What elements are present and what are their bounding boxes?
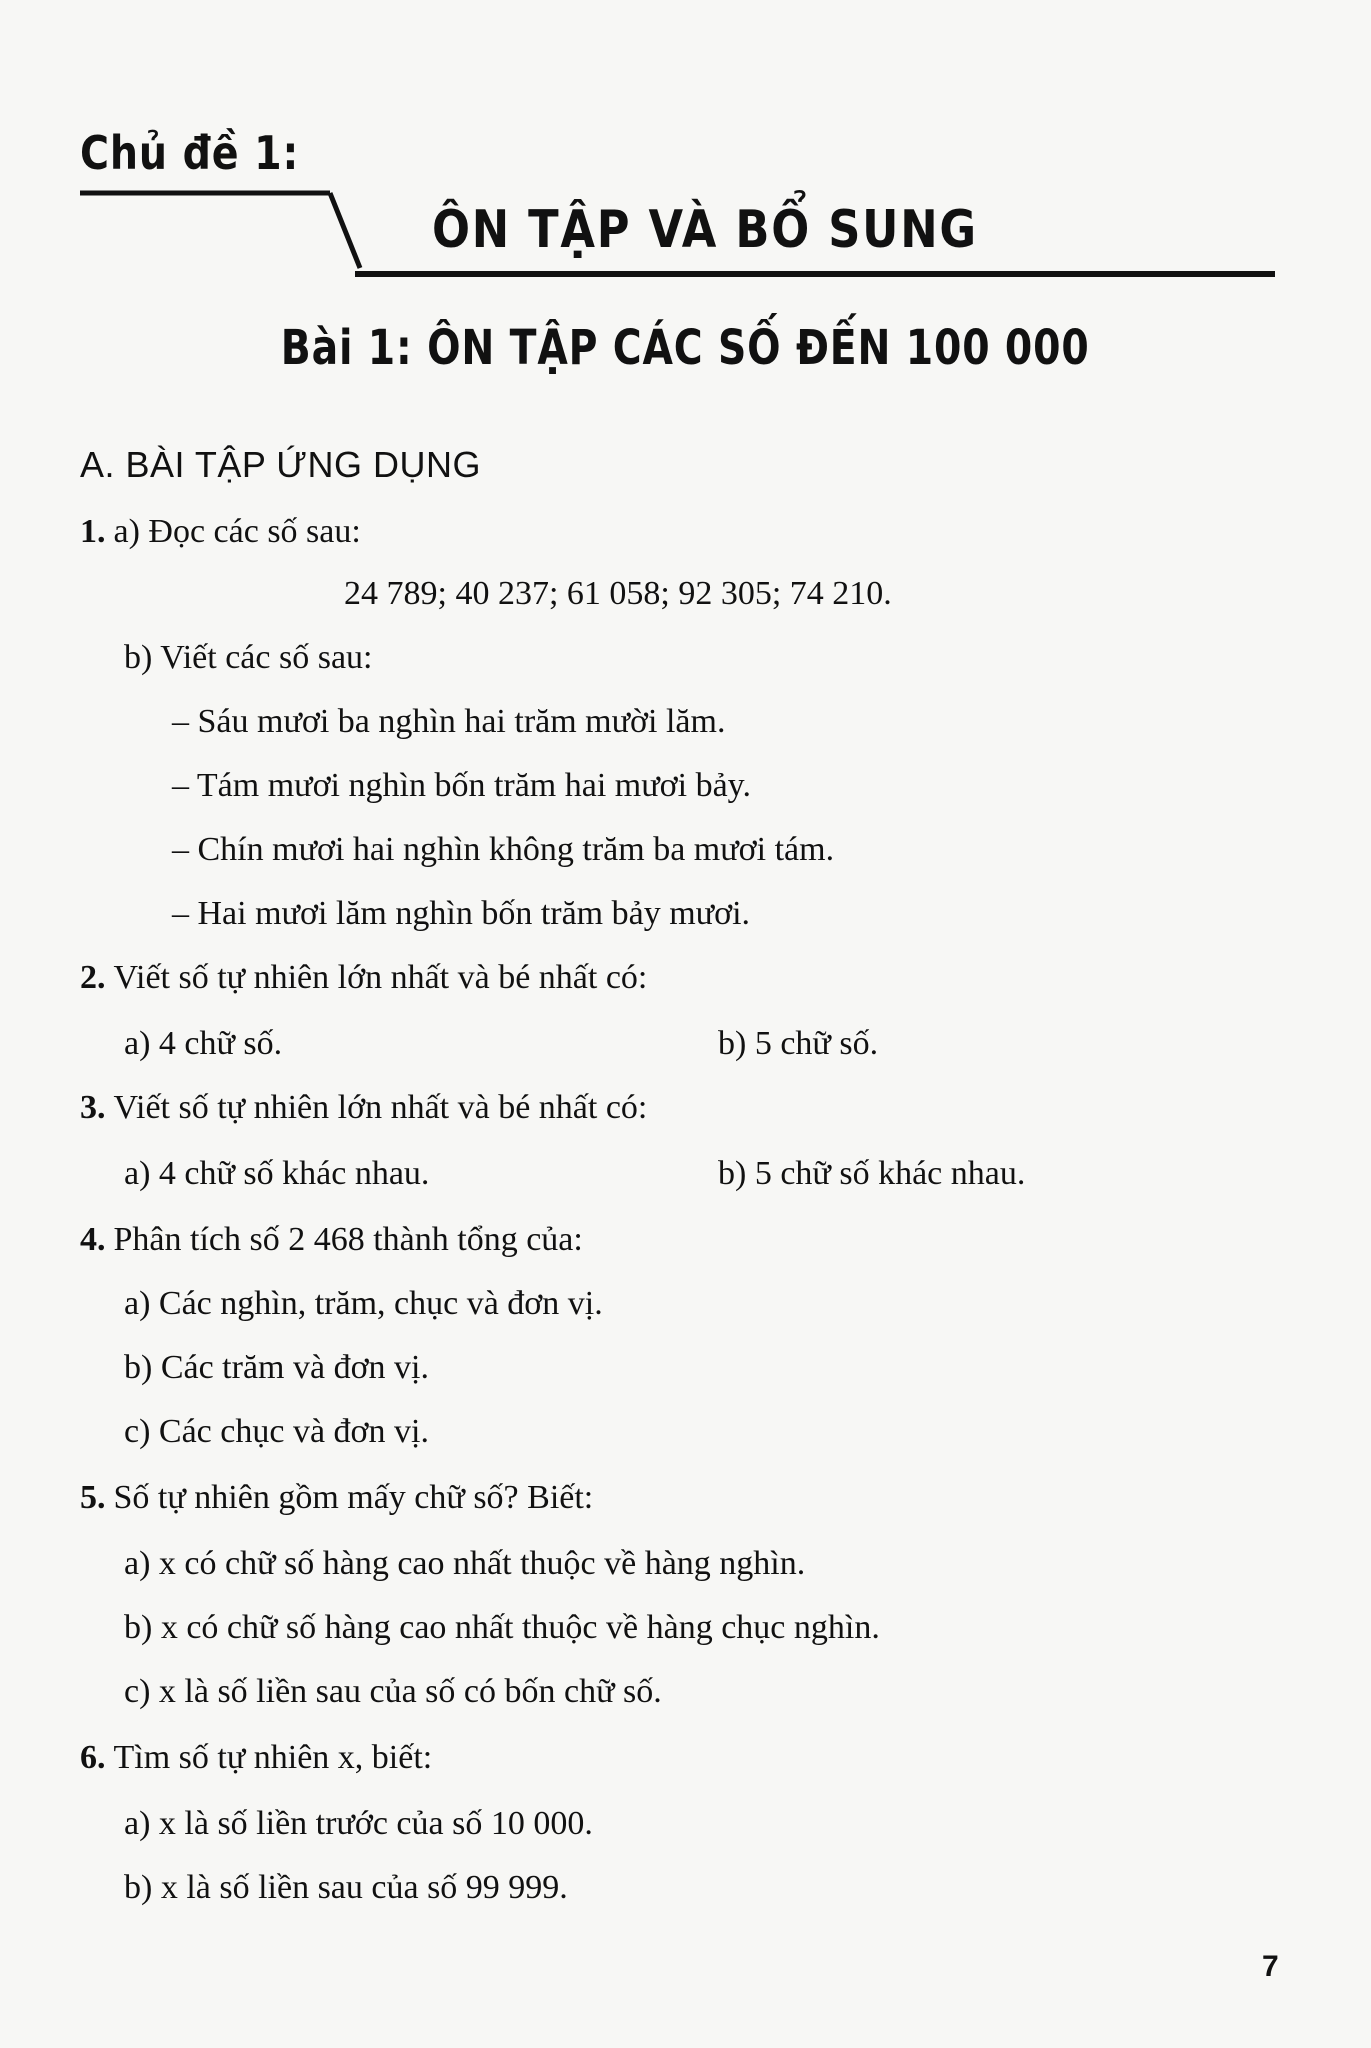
exercise-5-part-c: c) x là số liền sau của số có bốn chữ số. — [124, 1673, 662, 1710]
exercise-3 — [80, 1088, 647, 1128]
exercise-3-text: Viết số tự nhiên lớn nhất và bé nhất có: — [113, 1089, 648, 1126]
exercise-number: 4. — [80, 1221, 106, 1258]
exercise-6-part-b: b) x là số liền sau của số 99 999. — [124, 1869, 568, 1906]
exercise-number: 2. — [80, 959, 106, 996]
exercise-1-part-b: b) Viết các số sau: — [124, 639, 373, 676]
exercise-2-part-b: b) 5 chữ số. — [718, 1025, 879, 1062]
section-heading: A. BÀI TẬP ỨNG DỤNG — [80, 444, 481, 485]
exercise-5-part-a: a) x có chữ số hàng cao nhất thuộc về hàng nghìn. — [124, 1545, 806, 1582]
exercise-4-part-b: b) Các trăm và đơn vị. — [124, 1349, 430, 1386]
exercise-number: 3. — [80, 1089, 106, 1126]
exercise-2-text: Viết số tự nhiên lớn nhất và bé nhất có: — [113, 959, 648, 996]
list-item: – Tám mươi nghìn bốn trăm hai mươi bảy. — [172, 767, 751, 804]
exercise-6-part-a: a) x là số liền trước của số 10 000. — [124, 1805, 593, 1842]
exercise-number: 6. — [80, 1739, 106, 1776]
list-item: – Hai mươi lăm nghìn bốn trăm bảy mươi. — [172, 895, 751, 932]
exercise-number: 5. — [80, 1479, 106, 1516]
exercise-6 — [80, 1738, 432, 1778]
page-number: 7 — [1262, 1950, 1279, 1983]
exercise-4-part-a: a) Các nghìn, trăm, chục và đơn vị. — [124, 1285, 603, 1322]
exercise-5-part-b: b) x có chữ số hàng cao nhất thuộc về hàng chục nghìn. — [124, 1609, 880, 1646]
exercise-4-part-c: c) Các chục và đơn vị. — [124, 1413, 429, 1450]
exercise-4 — [80, 1220, 583, 1260]
exercise-1 — [80, 512, 361, 552]
exercise-3-part-b: b) 5 chữ số khác nhau. — [718, 1155, 1026, 1192]
exercise-5 — [80, 1478, 593, 1518]
lesson-title — [0, 320, 1371, 376]
list-item: – Chín mươi hai nghìn không trăm ba mươi tám. — [172, 831, 835, 868]
chapter-title: ÔN TẬP VÀ BỔ SUNG — [432, 200, 978, 260]
chapter-label: Chủ đề 1: — [80, 126, 300, 180]
exercise-number: 1. — [80, 513, 106, 550]
exercise-1-part-a: a) Đọc các số sau: — [113, 513, 361, 550]
exercise-1-numbers: 24 789; 40 237; 61 058; 92 305; 74 210. — [344, 575, 892, 612]
list-item: – Sáu mươi ba nghìn hai trăm mười lăm. — [172, 703, 726, 740]
lesson-title-text: Bài 1: ÔN TẬP CÁC SỐ ĐẾN 100 000 — [281, 320, 1090, 376]
exercise-6-text: Tìm số tự nhiên x, biết: — [113, 1739, 433, 1776]
exercise-4-text: Phân tích số 2 468 thành tổng của: — [113, 1221, 583, 1258]
exercise-2-part-a: a) 4 chữ số. — [124, 1025, 283, 1062]
exercise-3-part-a: a) 4 chữ số khác nhau. — [124, 1155, 430, 1192]
exercise-5-text: Số tự nhiên gồm mấy chữ số? Biết: — [113, 1479, 594, 1516]
exercise-2 — [80, 958, 647, 998]
